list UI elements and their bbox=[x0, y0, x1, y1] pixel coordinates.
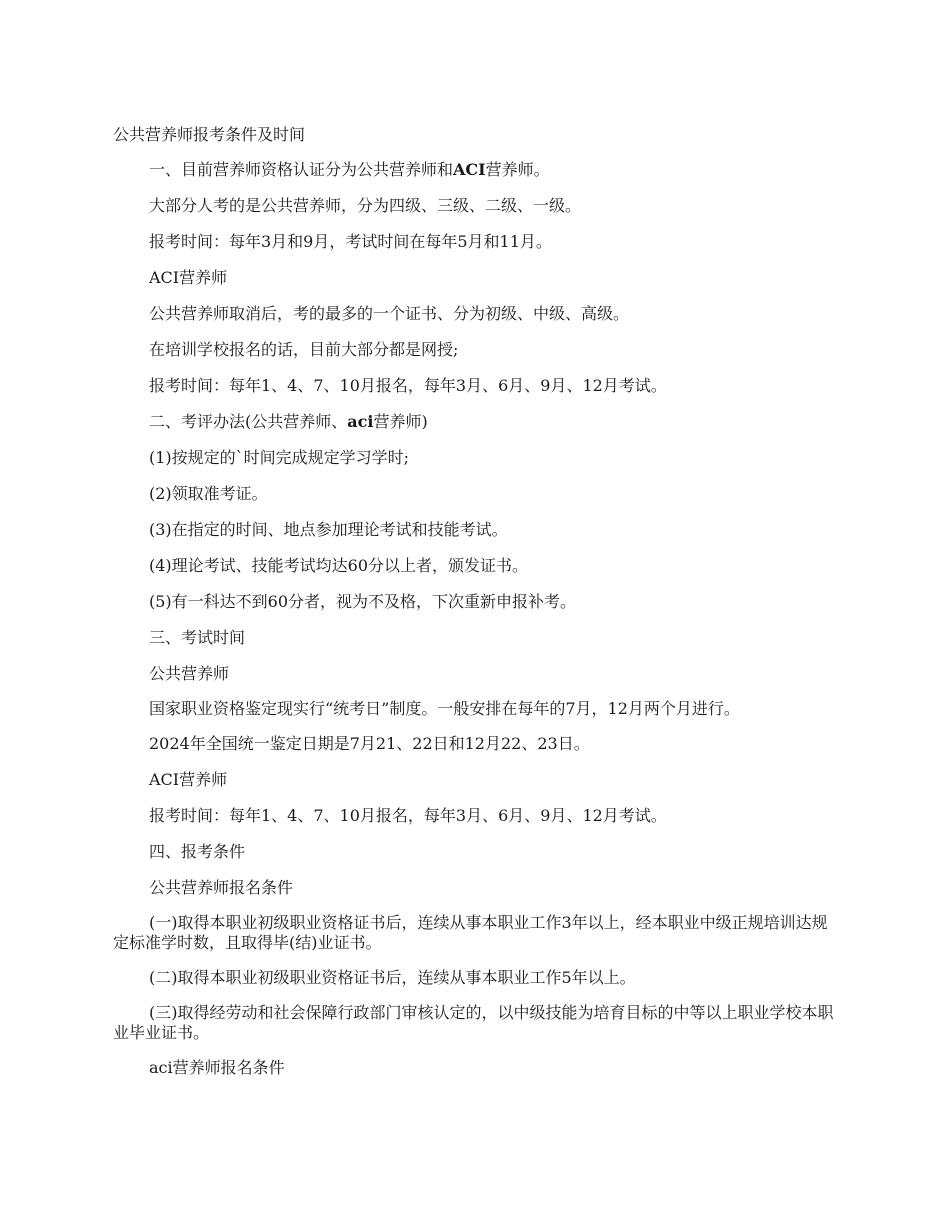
paragraph-exam-time-heading: 三、考试时间 bbox=[149, 628, 246, 647]
paragraph-aci-conditions-heading: aci营养师报名条件 bbox=[149, 1058, 285, 1077]
paragraph-eval-5: (5)有一科达不到60分者，视为不及格，下次重新申报补考。 bbox=[149, 592, 577, 611]
paragraph-public-conditions-heading: 公共营养师报名条件 bbox=[149, 878, 294, 897]
paragraph-registration-time: 报考时间：每年3月和9月，考试时间在每年5月和11月。 bbox=[149, 232, 552, 251]
paragraph-certification-types: 一、目前营养师资格认证分为公共营养师和ACI营养师。 bbox=[149, 160, 550, 179]
document-page bbox=[113, 123, 835, 1093]
paragraph-public-nutritionist: 公共营养师 bbox=[149, 664, 230, 683]
paragraph-eval-3: (3)在指定的时间、地点参加理论考试和技能考试。 bbox=[149, 520, 508, 539]
document-title: 公共营养师报考条件及时间 bbox=[113, 125, 306, 144]
paragraph-aci-heading-2: ACI营养师 bbox=[149, 770, 228, 789]
paragraph-condition-2: (二)取得本职业初级职业资格证书后，连续从事本职业工作5年以上。 bbox=[149, 968, 636, 987]
paragraph-aci-levels: 公共营养师取消后，考的最多的一个证书、分为初级、中级、高级。 bbox=[149, 304, 630, 323]
paragraph-eval-4: (4)理论考试、技能考试均达60分以上者，颁发证书。 bbox=[149, 556, 529, 575]
paragraph-aci-registration-time-2: 报考时间：每年1、4、7、10月报名，每年3月、6月、9月、12月考试。 bbox=[149, 806, 667, 825]
paragraph-online-training: 在培训学校报名的话，目前大部分都是网授; bbox=[149, 340, 459, 359]
paragraph-evaluation-heading: 二、考评办法(公共营养师、aci营养师) bbox=[149, 412, 428, 431]
paragraph-aci-heading: ACI营养师 bbox=[149, 268, 228, 287]
paragraph-conditions-heading: 四、报考条件 bbox=[149, 842, 246, 861]
paragraph-unified-exam-day: 国家职业资格鉴定现实行“统考日”制度。一般安排在每年的7月，12月两个月进行。 bbox=[149, 699, 740, 718]
paragraph-2024-dates: 2024年全国统一鉴定日期是7月21、22日和12月22、23日。 bbox=[149, 734, 590, 753]
paragraph-eval-1: (1)按规定的`时间完成规定学习学时; bbox=[149, 448, 410, 467]
paragraph-eval-2: (2)领取准考证。 bbox=[149, 484, 268, 503]
paragraph-condition-3: (三)取得经劳动和社会保障行政部门审核认定的，以中级技能为培育目标的中等以上职业学校本职业毕业证书。 bbox=[113, 1003, 834, 1042]
paragraph-condition-1: (一)取得本职业初级职业资格证书后，连续从事本职业工作3年以上，经本职业中级正规培训达规定标准学时数，且取得毕(结)业证书。 bbox=[113, 913, 828, 952]
paragraph-levels: 大部分人考的是公共营养师，分为四级、三级、二级、一级。 bbox=[149, 196, 582, 215]
paragraph-aci-registration-time: 报考时间：每年1、4、7、10月报名，每年3月、6月、9月、12月考试。 bbox=[149, 376, 667, 395]
